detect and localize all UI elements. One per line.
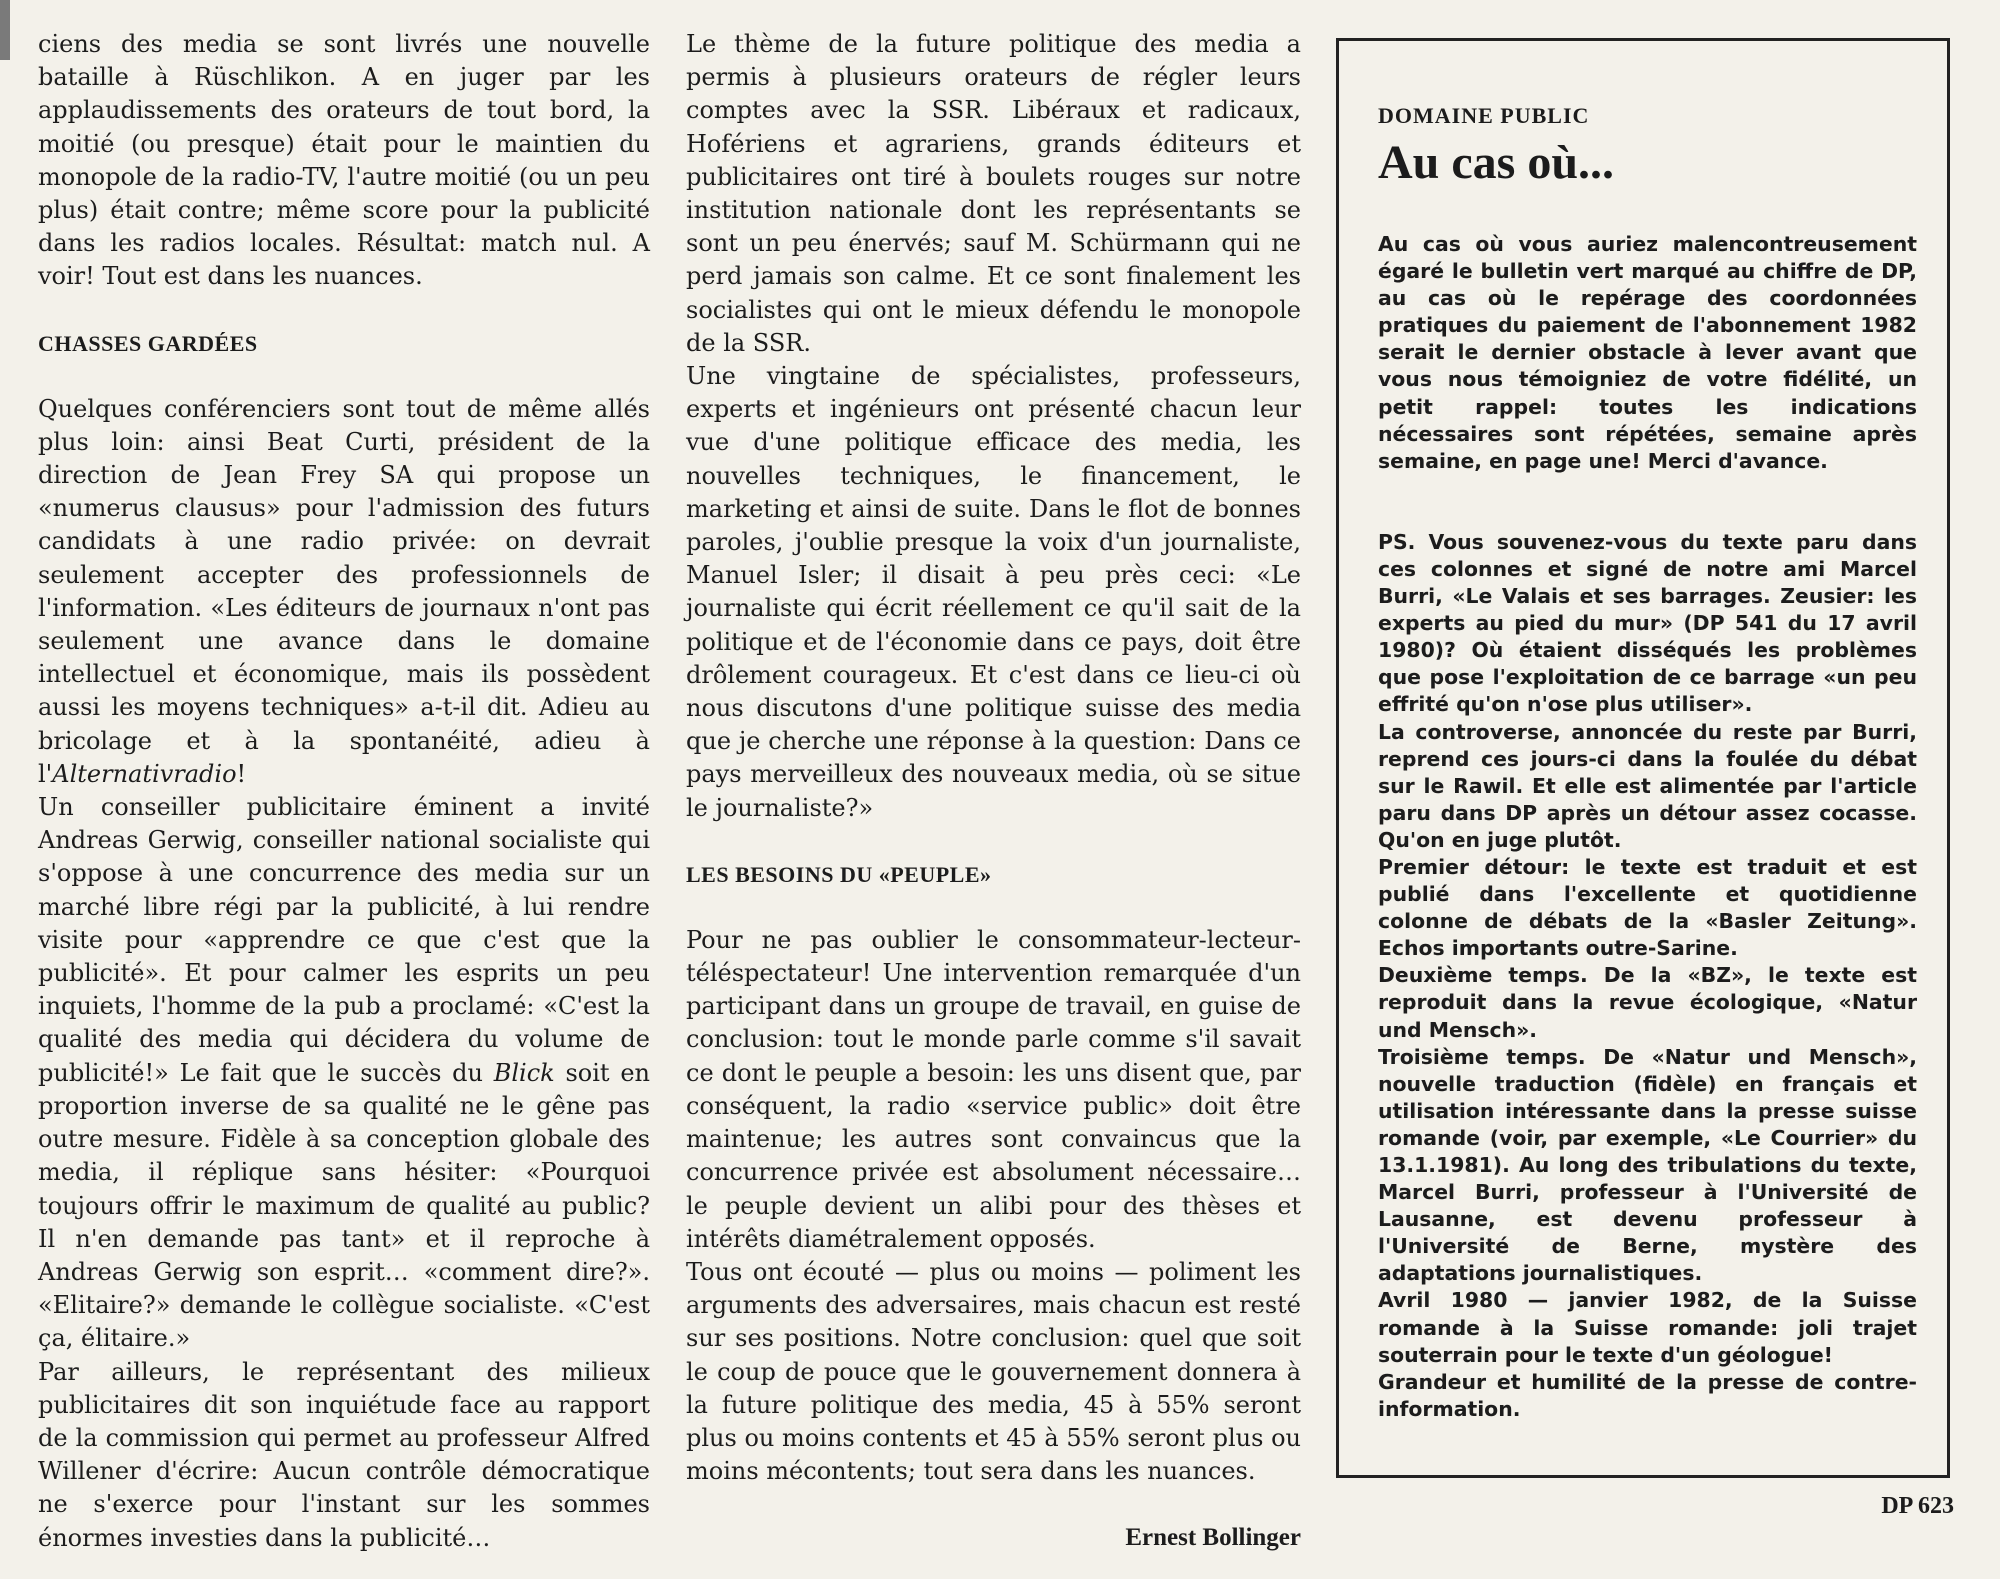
column2-paragraph-1: Le thème de la future politique des media a permis à plusieurs orateurs de régler leurs comptes avec la SSR. Libéraux et radicaux, Hofériens et agrariens, grands éditeurs et publicitaires ont tiré à boulets rouges sur notre institution nationale dont les représentants se sont un peu énervés; sauf M. Schürmann qui ne perd jamais son calme. Et ce sont finalement les socialistes qui ont le mieux défendu le monopole de la SSR. <box>686 30 1301 357</box>
box-paragraph-2: PS. Vous souvenez-vous du texte paru dans ces colonnes et signé de notre ami Marcel Burri, «Le Valais et ses barrages. Zeusier: les experts au pied du mur» (DP 541 du 17 avril 1980)? Où étaient disséqués les problèmes que pose l'exploitation de ce barrage «un peu effrité qu'on n'ose plus utiliser». <box>1378 529 1917 717</box>
box-kicker: DOMAINE PUBLIC <box>1378 103 1590 128</box>
column2-paragraph-4: Tous ont écouté — plus ou moins — poliment les arguments des adversaires, mais chacun est resté sur ses positions. Notre conclusion: quel que soit le coup de pouce que le gouvernement donnera à la future politique des media, 45 à 55% seront plus ou moins contents et 45 à 55% seront plus ou moins mécontents; tout sera dans les nuances. <box>686 1257 1301 1486</box>
column1-paragraph-3: Par ailleurs, le représentant des milieux publicitaires dit son inquiétude face au rapport de la commission qui permet au professeur Alfred Willener d'écrire: Aucun contrôle démocratique ne s'exerce pour l'instant sur les sommes énormes investies dans la publicité… <box>38 1357 650 1552</box>
heading-besoins-du-peuple: LES BESOINS DU «PEUPLE» <box>686 861 992 887</box>
heading-chasses-gardees: CHASSES GARDÉES <box>38 330 258 356</box>
column2-paragraph-3: Pour ne pas oublier le consommateur-lecteur-téléspectateur! Une intervention remarquée d'un participant dans un groupe de travail, en guise de conclusion: tout le monde parle comme s'il savait ce dont le peuple a besoin: les uns disent que, par conséquent, la radio «service public» doit être maintenue; les autres sont convaincus que la concurrence privée est absolument nécessaire… le peuple devient un alibi pour des thèses et intérêts diamétralement opposés. <box>686 925 1301 1253</box>
box-paragraph-7: Avril 1980 — janvier 1982, de la Suisse romande à la Suisse romande: joli trajet souterrain pour le texte d'un géologue! <box>1378 1288 1917 1367</box>
column-2 <box>686 28 1301 1555</box>
column1-intro: ciens des media se sont livrés une nouvelle bataille à Rüschlikon. A en juger par les applaudissements des orateurs de tout bord, la moitié (ou presque) était pour le maintien du monopole de la radio-TV, l'autre moitié (ou un peu plus) était contre; même score pour la publicité dans les radios locales. Résultat: match nul. A voir! Tout est dans les nuances. <box>38 30 650 291</box>
box-paragraph-1: Au cas où vous auriez malencontreusement égaré le bulletin vert marqué au chiffre de DP, au cas où le repérage des coordonnées pratiques du paiement de l'abonnement 1982 serait le dernier obstacle à lever avant que vous nous témoigniez de votre fidélité, un petit rappel: toutes les indications nécessaires sont répétées, semaine après semaine, en page une! Merci d'avance. <box>1378 232 1917 473</box>
column1-paragraph-1: Quelques conférenciers sont tout de même allés plus loin: ainsi Beat Curti, président de la direction de Jean Frey SA qui propose un «numerus clausus» pour l'admission des futurs candidats à une radio privée: on devrait seulement accepter des professionnels de l'information. «Les éditeurs de journaux n'ont pas seulement une avance dans le domaine intellectuel et économique, mais ils possèdent aussi les moyens techniques» a-t-il dit. Adieu au bricolage et à la spontanéité, adieu à l'Alternativradio! <box>38 394 650 788</box>
box-headline: Au cas où... <box>1378 136 1615 189</box>
column2-paragraph-2: Une vingtaine de spécialistes, professeurs, experts et ingénieurs ont présenté chacun leur vue d'une politique efficace des media, les nouvelles techniques, le financement, le marketing et ainsi de suite. Dans le flot de bonnes paroles, j'oublie presque la voix d'un journaliste, Manuel Isler; il disait à peu près ceci: «Le journaliste qui écrit réellement ce qu'il sait de la politique et de l'économie dans ce pays, doit être drôlement courageux. Et c'est dans ce lieu-ci où nous discutons d'une politique suisse des media que je cherche une réponse à la question: Dans ce pays merveilleux des nouveaux media, où se situe le journaliste?» <box>686 362 1301 822</box>
box-paragraph-5: Deuxième temps. De la «BZ», le texte est reproduit dans la revue écologique, «Natur und Mensch». <box>1378 963 1917 1042</box>
boxed-notice <box>1336 38 1950 1478</box>
box-paragraph-4: Premier détour: le texte est traduit et est publié dans l'excellente et quotidienne colonne de débats de la «Basler Zeitung». Echos importants outre-Sarine. <box>1378 854 1917 961</box>
box-paragraph-3: La controverse, annoncée du reste par Burri, reprend ces jours-ci dans la foulée du débat sur le Rawil. Et elle est alimentée par l'article paru dans DP après un détour assez cocasse. Qu'on en juge plutôt. <box>1378 719 1917 852</box>
alternativradio-title: Alternativradio <box>52 759 237 788</box>
page-edge-mark <box>0 0 10 60</box>
box-paragraph-6: Troisième temps. De «Natur und Mensch», nouvelle traduction (fidèle) en français et utilisation intéressante dans la presse suisse romande (voir, par exemple, «Le Courrier» du 13.1.1981). Au long des tribulations du texte, Marcel Burri, professeur à l'Université de Lausanne, est devenu professeur à l'Université de Berne, mystère des adaptations journalistiques. <box>1378 1044 1917 1286</box>
column1-paragraph-2: Un conseiller publicitaire éminent a invité Andreas Gerwig, conseiller national socialiste qui s'oppose à une concurrence des media sur un marché libre régi par la publicité, à lui rendre visite pour «apprendre ce que c'est que la publicité». Et pour calmer les esprits un peu inquiets, l'homme de la pub a proclamé: «C'est la qualité des media qui décidera du volume de publicité!» Le fait que le succès du Blick soit en proportion inverse de sa qualité ne le gêne pas outre mesure. Fidèle à sa conception globale des media, il réplique sans hésiter: «Pourquoi toujours offrir le maximum de qualité au public? Il n'en demande pas tant» et il reproche à Andreas Gerwig son esprit… «comment dire?». «Elitaire?» demande le collègue socialiste. «C'est ça, élitaire.» <box>38 793 650 1353</box>
page-number: DP 623 <box>1881 1493 1954 1519</box>
column-1 <box>38 28 650 1555</box>
author-signature: Ernest Bollinger <box>1125 1524 1301 1552</box>
box-paragraph-8: Grandeur et humilité de la presse de contre-information. <box>1378 1369 1917 1421</box>
blick-title: Blick <box>493 1058 555 1087</box>
box-body <box>1378 231 1917 1423</box>
